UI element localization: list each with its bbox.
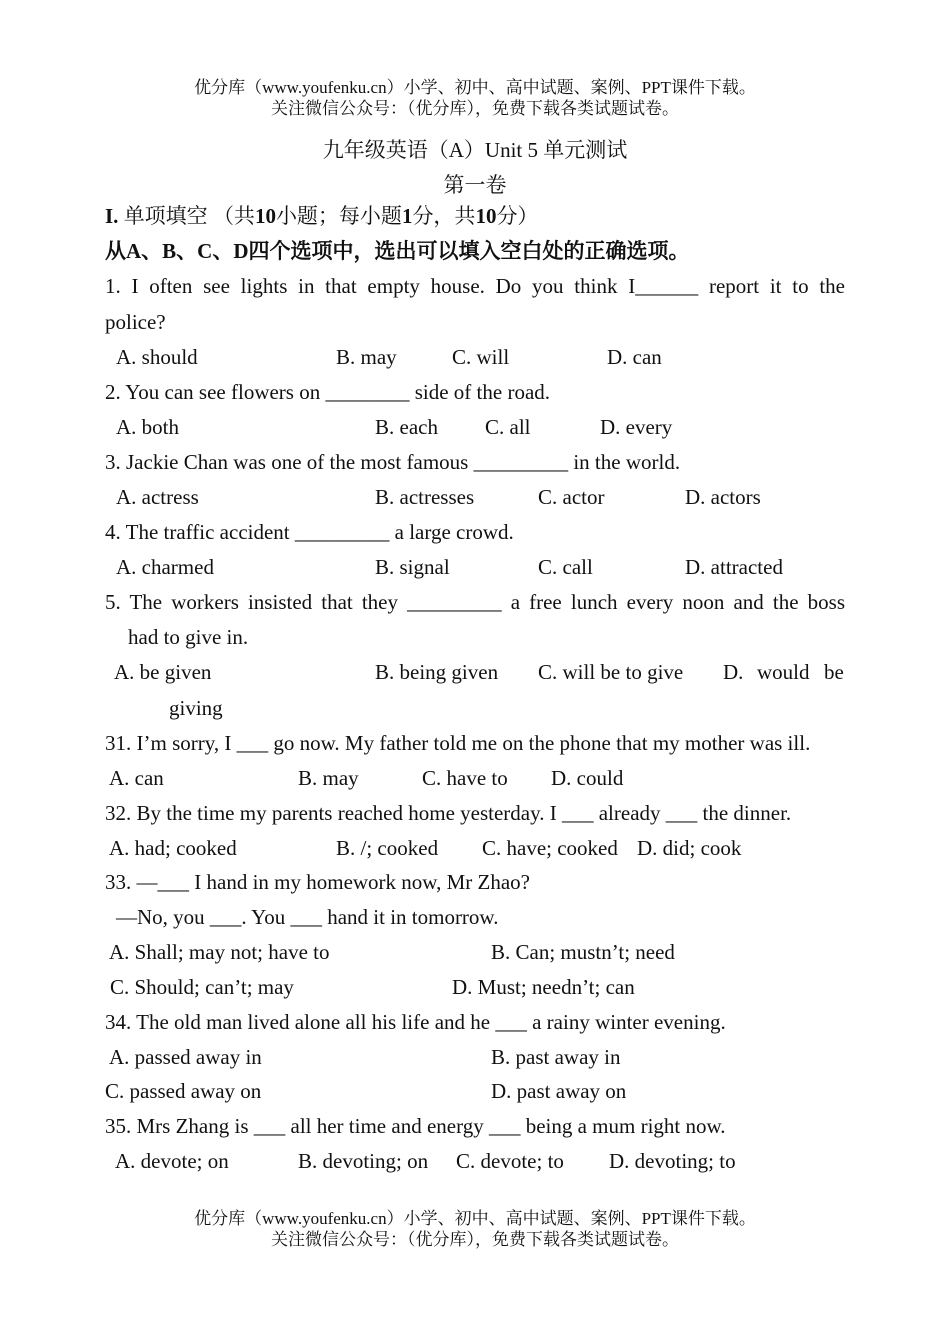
q3-option-a: A. actress <box>116 485 199 509</box>
section-instruction: 从A、B、C、D四个选项中，选出可以填入空白处的正确选项。 <box>105 239 690 263</box>
q2-option-a: A. both <box>116 415 179 439</box>
q33-stem-line1: 33. —___ I hand in my homework now, Mr Zhao? <box>105 870 530 894</box>
q31-option-a: A. can <box>109 766 164 790</box>
q31-option-b: B. may <box>298 766 359 790</box>
page-header <box>0 77 950 119</box>
q32-option-c: C. have; cooked <box>482 836 618 860</box>
q5-option-a: A. be given <box>114 660 212 684</box>
q5-option-d-word3: giving <box>169 696 223 720</box>
section-count: 10 <box>254 204 276 228</box>
q5-option-d-word2: be <box>824 660 844 684</box>
q5-option-c: C. will be to give <box>538 660 684 684</box>
section-roman: I. <box>105 204 119 228</box>
header-line-1: 优分库（www.youfenku.cn）小学、初中、高中试题、案例、PPT课件下载。 <box>194 78 756 97</box>
section-name: 单项填空 <box>123 204 208 228</box>
q2-option-c: C. all <box>485 415 531 439</box>
q1-stem-line2: police? <box>105 310 166 334</box>
section-note-1: （共 <box>212 204 255 228</box>
q1-option-a: A. should <box>116 345 198 369</box>
q34-stem: 34. The old man lived alone all his life and he ___ a rainy winter evening. <box>105 1010 726 1034</box>
q5-option-b: B. being given <box>375 660 499 684</box>
q32-option-d: D. did; cook <box>637 836 742 860</box>
q4-option-a: A. charmed <box>116 555 214 579</box>
q2-stem: 2. You can see flowers on ________ side of the road. <box>105 380 551 404</box>
q34-option-a: A. passed away in <box>109 1045 262 1069</box>
footer-line-1: 优分库（www.youfenku.cn）小学、初中、高中试题、案例、PPT课件下载。 <box>194 1209 756 1228</box>
q32-option-a: A. had; cooked <box>109 836 237 860</box>
q1-option-b: B. may <box>336 345 397 369</box>
q33-stem-line2: —No, you ___. You ___ hand it in tomorrow. <box>116 905 499 929</box>
q4-option-d: D. attracted <box>685 555 783 579</box>
q3-stem: 3. Jackie Chan was one of the most famous _________ in the world. <box>105 450 681 474</box>
footer-line-2: 关注微信公众号：（优分库），免费下载各类试题试卷。 <box>271 1230 679 1249</box>
q33-option-a: A. Shall; may not; have to <box>109 940 330 964</box>
q34-option-b: B. past away in <box>491 1045 621 1069</box>
q1-option-c: C. will <box>452 345 510 369</box>
q32-stem: 32. By the time my parents reached home yesterday. I ___ already ___ the dinner. <box>105 801 792 825</box>
q4-option-b: B. signal <box>375 555 450 579</box>
q33-option-c: C. Should; can’t; may <box>110 975 294 999</box>
q3-option-c: C. actor <box>538 485 605 509</box>
q33-option-b: B. Can; mustn’t; need <box>491 940 675 964</box>
q35-stem: 35. Mrs Zhang is ___ all her time and energy ___ being a mum right now. <box>105 1114 726 1138</box>
q5-option-d-label: D. <box>723 660 744 684</box>
section-point: 1 <box>401 204 413 228</box>
page-footer <box>0 1208 950 1250</box>
q2-option-b: B. each <box>375 415 438 439</box>
q5-stem-line1: 5. The workers insisted that they _________ a free lunch every noon and the boss <box>105 590 845 614</box>
q1-option-d: D. can <box>607 345 662 369</box>
q31-option-d: D. could <box>551 766 624 790</box>
section-note-3: 分，共 <box>412 204 476 228</box>
section-total: 10 <box>475 204 497 228</box>
q34-option-c: C. passed away on <box>105 1079 262 1103</box>
q33-option-d: D. Must; needn’t; can <box>452 975 635 999</box>
q5-option-d-word1: would <box>757 660 810 684</box>
section-heading <box>105 203 538 229</box>
q35-option-a: A. devote; on <box>115 1149 229 1173</box>
header-line-2: 关注微信公众号：（优分库），免费下载各类试题试卷。 <box>271 99 679 118</box>
q2-option-d: D. every <box>600 415 673 439</box>
q34-option-d: D. past away on <box>491 1079 627 1103</box>
section-note-4: 分） <box>496 204 539 228</box>
q31-option-c: C. have to <box>422 766 508 790</box>
section-note-2: 小题；每小题 <box>275 204 402 228</box>
q35-option-d: D. devoting; to <box>609 1149 736 1173</box>
q35-option-b: B. devoting; on <box>298 1149 429 1173</box>
q35-option-c: C. devote; to <box>456 1149 564 1173</box>
q4-stem: 4. The traffic accident _________ a large crowd. <box>105 520 514 544</box>
q3-option-d: D. actors <box>685 485 761 509</box>
volume-label: 第一卷 <box>443 173 507 197</box>
document-title: 九年级英语（A）Unit 5 单元测试 <box>322 138 628 162</box>
q3-option-b: B. actresses <box>375 485 475 509</box>
q4-option-c: C. call <box>538 555 593 579</box>
q31-stem: 31. I’m sorry, I ___ go now. My father told me on the phone that my mother was ill. <box>105 731 811 755</box>
q32-option-b: B. /; cooked <box>336 836 439 860</box>
q5-stem-line2: had to give in. <box>128 625 249 649</box>
q1-stem-line1: 1. I often see lights in that empty house. Do you think I______ report it to the <box>105 274 845 298</box>
